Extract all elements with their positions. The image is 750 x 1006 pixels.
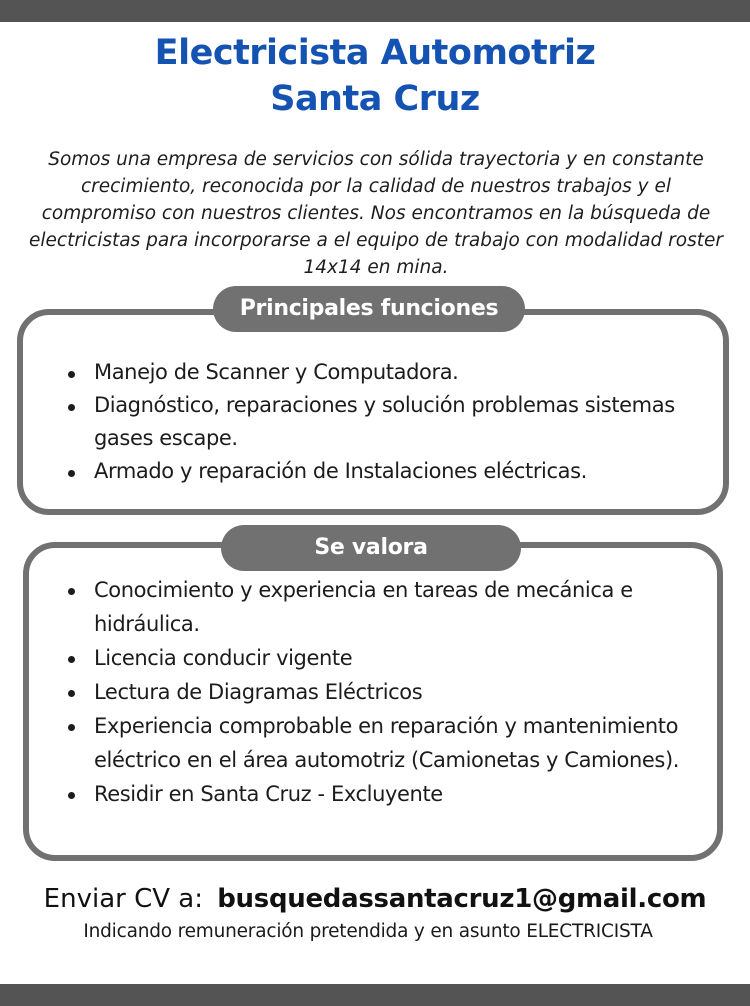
list-item: Conocimiento y experiencia en tareas de mecánica e hidráulica. [66,573,696,641]
list-item: Experiencia comprobable en reparación y mantenimiento eléctrico en el área automotriz (Camionetas y Camiones). [66,709,696,777]
top-bar [0,0,750,22]
contact-line [0,880,750,918]
valued-list [66,573,696,811]
list-item: Diagnóstico, reparaciones y solución problemas sistemas gases escape. [66,389,686,455]
intro-paragraph: Somos una empresa de servicios con sólida trayectoria y en constante crecimiento, reconocida por la calidad de nuestros trabajos y el compromiso con nuestros clientes. Nos encontramos en la búsqueda de electricistas para incorporarse a el equipo de trabajo con modalidad roster 14x14 en mina. [29,149,723,278]
title-line-2: Santa Cruz [270,79,480,119]
functions-heading: Principales funciones [213,286,525,332]
valued-heading: Se valora [221,525,521,571]
list-item: Lectura de Diagramas Eléctricos [66,675,696,709]
title-line-1: Electricista Automotriz [154,33,596,73]
list-item: Armado y reparación de Instalaciones eléctricas. [66,455,686,488]
list-item: Residir en Santa Cruz - Excluyente [66,777,696,811]
bottom-bar [0,984,750,1006]
list-item: Licencia conducir vigente [66,641,696,675]
contact-note: Indicando remuneración pretendida y en asunto ELECTRICISTA [83,921,653,942]
functions-list [66,356,686,488]
contact-email[interactable]: busquedassantacruz1@gmail.com [217,884,707,914]
page-title [0,30,750,122]
list-item: Manejo de Scanner y Computadora. [66,356,686,389]
contact-label: Enviar CV a: [43,884,203,914]
